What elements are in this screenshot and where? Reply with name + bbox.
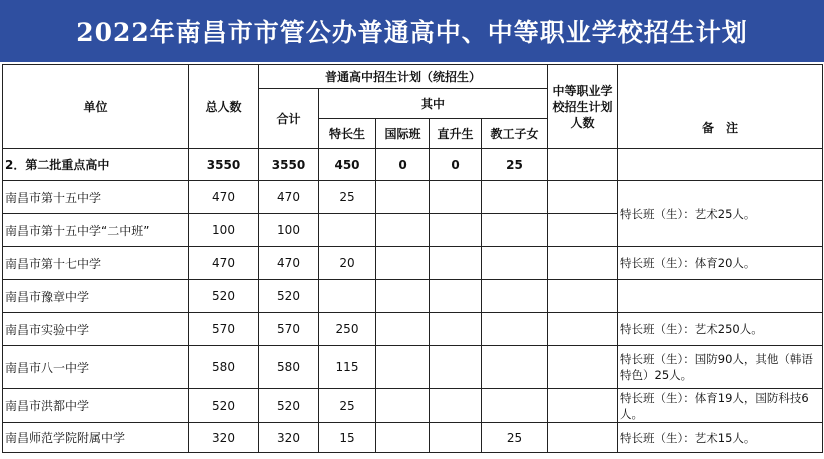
row-vocational xyxy=(548,313,618,346)
col-header-international: 国际班 xyxy=(376,119,430,149)
row-total: 320 xyxy=(189,423,259,453)
row-special: 250 xyxy=(319,313,376,346)
row-vocational xyxy=(548,247,618,280)
row-unit: 南昌市八一中学 xyxy=(3,346,189,389)
row-direct xyxy=(430,214,482,247)
row-international xyxy=(376,181,430,214)
row-staff-children xyxy=(482,247,548,280)
summary-remarks xyxy=(618,149,823,181)
table-row xyxy=(3,313,823,346)
table-row xyxy=(3,247,823,280)
row-total: 580 xyxy=(189,346,259,389)
row-direct xyxy=(430,280,482,313)
row-remarks: 特长班（生）：体育19人，国防科技6人。 xyxy=(618,389,823,423)
row-subtotal: 570 xyxy=(259,313,319,346)
enrollment-plan-table xyxy=(2,64,823,453)
summary-direct: 0 xyxy=(430,149,482,181)
row-international xyxy=(376,346,430,389)
header-row-1 xyxy=(3,65,823,89)
row-staff-children: 25 xyxy=(482,423,548,453)
row-international xyxy=(376,313,430,346)
row-total: 100 xyxy=(189,214,259,247)
row-international xyxy=(376,389,430,423)
col-header-total: 总人数 xyxy=(189,65,259,149)
row-vocational xyxy=(548,389,618,423)
summary-total: 3550 xyxy=(189,149,259,181)
row-vocational xyxy=(548,214,618,247)
col-header-vocational: 中等职业学校招生计划人数 xyxy=(548,65,618,149)
row-remarks xyxy=(618,280,823,313)
row-subtotal: 470 xyxy=(259,247,319,280)
row-subtotal: 520 xyxy=(259,280,319,313)
row-direct xyxy=(430,423,482,453)
row-staff-children xyxy=(482,389,548,423)
col-header-unit: 单位 xyxy=(3,65,189,149)
col-header-special: 特长生 xyxy=(319,119,376,149)
col-header-staff-children: 教工子女 xyxy=(482,119,548,149)
row-staff-children xyxy=(482,313,548,346)
col-header-remarks-top xyxy=(618,65,823,119)
row-subtotal: 470 xyxy=(259,181,319,214)
row-special xyxy=(319,214,376,247)
row-special: 115 xyxy=(319,346,376,389)
row-international xyxy=(376,247,430,280)
col-header-of-which: 其中 xyxy=(319,89,548,119)
row-unit: 南昌市第十七中学 xyxy=(3,247,189,280)
row-total: 570 xyxy=(189,313,259,346)
row-unit: 南昌市实验中学 xyxy=(3,313,189,346)
row-remarks: 特长班（生）：艺术250人。 xyxy=(618,313,823,346)
row-subtotal: 320 xyxy=(259,423,319,453)
table-row xyxy=(3,423,823,453)
summary-special: 450 xyxy=(319,149,376,181)
row-vocational xyxy=(548,346,618,389)
row-staff-children xyxy=(482,346,548,389)
row-direct xyxy=(430,346,482,389)
col-header-direct: 直升生 xyxy=(430,119,482,149)
row-total: 470 xyxy=(189,181,259,214)
row-unit: 南昌师范学院附属中学 xyxy=(3,423,189,453)
col-header-general-plan: 普通高中招生计划（统招生） xyxy=(259,65,548,89)
row-unit: 南昌市豫章中学 xyxy=(3,280,189,313)
row-total: 470 xyxy=(189,247,259,280)
row-total: 520 xyxy=(189,280,259,313)
page-title: 2022年南昌市市管公办普通高中、中等职业学校招生计划 xyxy=(0,0,824,62)
row-remarks: 特长班（生）：艺术25人。 xyxy=(618,181,823,247)
row-remarks: 特长班（生）：国防90人，其他（韩语特色）25人。 xyxy=(618,346,823,389)
row-staff-children xyxy=(482,181,548,214)
row-staff-children xyxy=(482,214,548,247)
row-subtotal: 100 xyxy=(259,214,319,247)
summary-international: 0 xyxy=(376,149,430,181)
col-header-remarks: 备 注 xyxy=(618,119,823,149)
row-direct xyxy=(430,389,482,423)
row-remarks: 特长班（生）：体育20人。 xyxy=(618,247,823,280)
row-unit: 南昌市第十五中学 xyxy=(3,181,189,214)
row-special: 25 xyxy=(319,389,376,423)
row-international xyxy=(376,214,430,247)
table-row xyxy=(3,389,823,423)
row-direct xyxy=(430,247,482,280)
row-remarks: 特长班（生）：艺术15人。 xyxy=(618,423,823,453)
row-special: 25 xyxy=(319,181,376,214)
row-special xyxy=(319,280,376,313)
table-row xyxy=(3,280,823,313)
row-special: 15 xyxy=(319,423,376,453)
table-row xyxy=(3,346,823,389)
row-unit: 南昌市洪都中学 xyxy=(3,389,189,423)
row-vocational xyxy=(548,280,618,313)
row-international xyxy=(376,423,430,453)
row-direct xyxy=(430,181,482,214)
row-subtotal: 520 xyxy=(259,389,319,423)
row-staff-children xyxy=(482,280,548,313)
row-vocational xyxy=(548,181,618,214)
row-special: 20 xyxy=(319,247,376,280)
row-total: 520 xyxy=(189,389,259,423)
table-row xyxy=(3,181,823,214)
row-vocational xyxy=(548,423,618,453)
summary-staff-children: 25 xyxy=(482,149,548,181)
col-header-subtotal: 合计 xyxy=(259,89,319,149)
row-subtotal: 580 xyxy=(259,346,319,389)
summary-row xyxy=(3,149,823,181)
row-international xyxy=(376,280,430,313)
row-unit: 南昌市第十五中学“二中班” xyxy=(3,214,189,247)
summary-unit: 2．第二批重点高中 xyxy=(3,149,189,181)
summary-subtotal: 3550 xyxy=(259,149,319,181)
summary-vocational xyxy=(548,149,618,181)
row-direct xyxy=(430,313,482,346)
